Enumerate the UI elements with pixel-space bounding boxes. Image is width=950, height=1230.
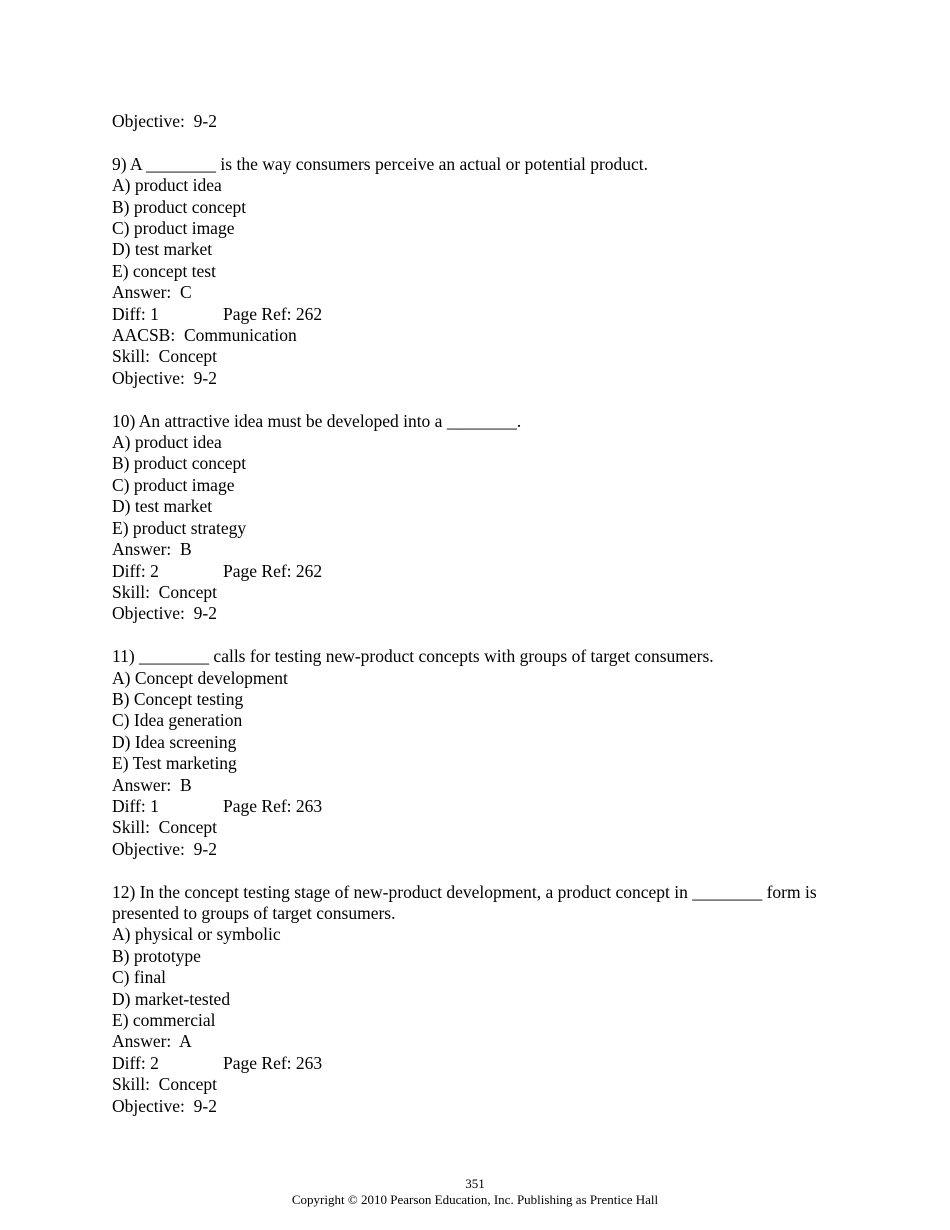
answer-option: E) product strategy: [112, 517, 247, 538]
page-ref: Page Ref: 262: [223, 303, 323, 324]
answer-option: E) Test marketing: [112, 753, 237, 774]
skill-line: Skill: Concept: [112, 581, 217, 602]
objective-line: Objective: 9-2: [112, 111, 217, 131]
answer-option: B) prototype: [112, 945, 201, 966]
difficulty: Diff: 1: [112, 795, 159, 816]
answer-option: A) product idea: [112, 175, 222, 196]
skill-line: Skill: Concept: [112, 1074, 217, 1095]
answer-option: C) final: [112, 967, 166, 988]
answer-option: D) market-tested: [112, 988, 231, 1009]
question-block: [112, 154, 852, 389]
question-stem: 12) In the concept testing stage of new-product development, a product concept in ________ form is presented to groups of target consumers.: [112, 881, 817, 923]
page-content: [112, 111, 852, 1117]
objective-line: Objective: 9-2: [112, 367, 217, 388]
page-ref: Page Ref: 263: [223, 795, 323, 816]
answer-option: B) product concept: [112, 196, 247, 217]
answer-line: Answer: A: [112, 1031, 192, 1052]
answer-option: C) product image: [112, 474, 235, 495]
answer-option: E) concept test: [112, 260, 216, 281]
page-ref: Page Ref: 262: [223, 560, 323, 581]
question-block: [112, 411, 852, 625]
difficulty: Diff: 2: [112, 1052, 159, 1073]
question-stem: 10) An attractive idea must be developed into a ________.: [112, 410, 522, 431]
answer-option: A) product idea: [112, 432, 222, 453]
page-footer: [0, 1176, 950, 1208]
answer-option: C) Idea generation: [112, 710, 243, 731]
answer-option: B) product concept: [112, 453, 247, 474]
answer-line: Answer: B: [112, 539, 192, 560]
answer-option: A) Concept development: [112, 667, 288, 688]
objective-line: Objective: 9-2: [112, 603, 217, 624]
question-block: [112, 882, 852, 1117]
aacsb-line: AACSB: Communication: [112, 325, 297, 346]
page-ref: Page Ref: 263: [223, 1052, 323, 1073]
answer-option: D) test market: [112, 496, 213, 517]
question-stem: 11) ________ calls for testing new-product concepts with groups of target consumers.: [112, 646, 714, 667]
answer-option: D) test market: [112, 239, 213, 260]
copyright-notice: Copyright © 2010 Pearson Education, Inc. Publishing as Prentice Hall: [291, 1192, 659, 1207]
question-block: [112, 646, 852, 860]
diff-row: [112, 1053, 852, 1074]
answer-option: C) product image: [112, 218, 235, 239]
answer-line: Answer: C: [112, 282, 192, 303]
page-number: 351: [465, 1176, 485, 1191]
objective-line: Objective: 9-2: [112, 838, 217, 859]
skill-line: Skill: Concept: [112, 817, 217, 838]
diff-row: [112, 561, 852, 582]
skill-line: Skill: Concept: [112, 346, 217, 367]
difficulty: Diff: 1: [112, 303, 159, 324]
diff-row: [112, 304, 852, 325]
difficulty: Diff: 2: [112, 560, 159, 581]
objective-line: Objective: 9-2: [112, 1095, 217, 1116]
answer-option: A) physical or symbolic: [112, 924, 281, 945]
answer-line: Answer: B: [112, 774, 192, 795]
diff-row: [112, 796, 852, 817]
answer-option: E) commercial: [112, 1010, 216, 1030]
question-stem: 9) A ________ is the way consumers perceive an actual or potential product.: [112, 153, 649, 174]
answer-option: D) Idea screening: [112, 731, 237, 752]
answer-option: B) Concept testing: [112, 688, 244, 709]
